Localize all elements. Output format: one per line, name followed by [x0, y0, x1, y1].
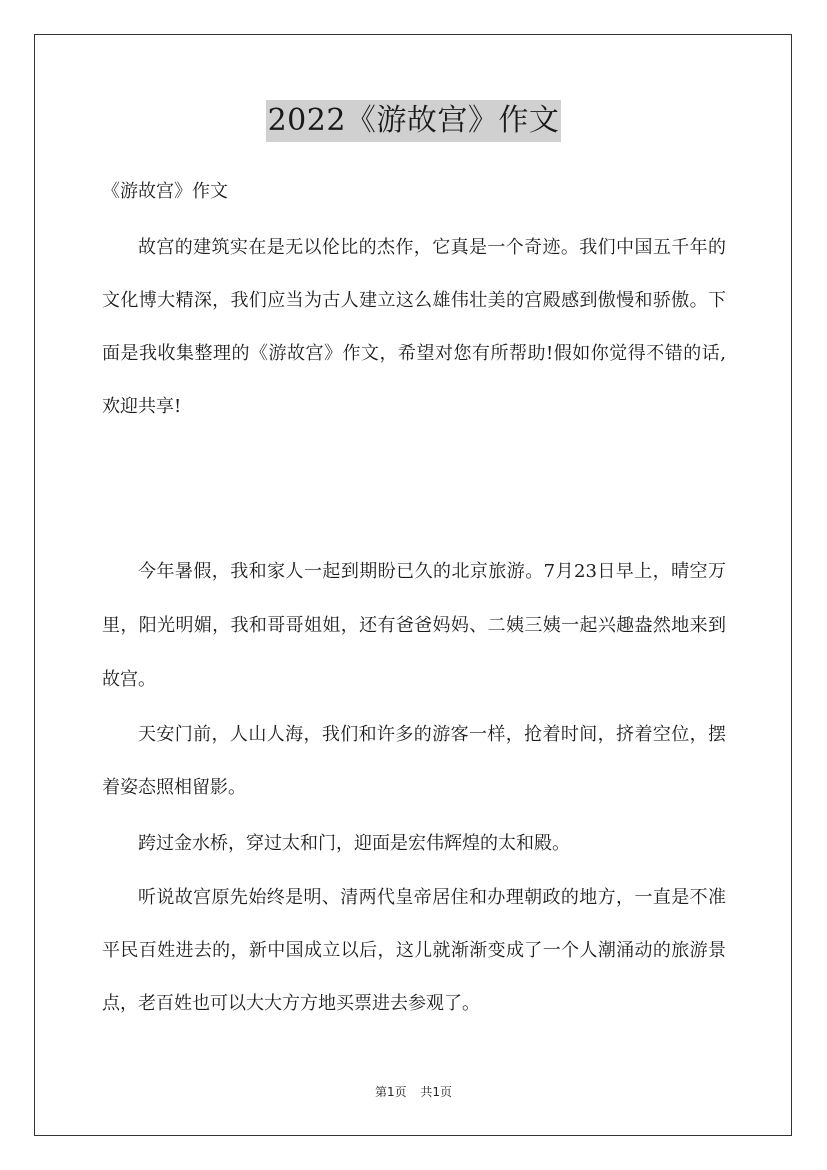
- page-number-total: 共1页: [420, 1085, 453, 1099]
- page-footer: [0, 1083, 827, 1100]
- page-number-current: 第1页: [374, 1085, 407, 1099]
- paragraph-intro: 故宫的建筑实在是无以伦比的杰作，它真是一个奇迹。我们中国五千年的文化博大精深，我们应当为古人建立这么雄伟壮美的宫殿感到傲慢和骄傲。下面是我收集整理的《游故宫》作文，希望对您有所帮助!假如你觉得不错的话,欢迎共享!: [102, 237, 726, 417]
- paragraph-tiananmen: 天安门前，人山人海，我们和许多的游客一样，抢着时间，挤着空位，摆着姿态照相留影。: [102, 724, 726, 798]
- paragraph-history: 听说故宫原先始终是明、清两代皇帝居住和办理朝政的地方，一直是不准平民百姓进去的，新中国成立以后，这儿就渐渐变成了一个人潮涌动的旅游景点，老百姓也可以大大方方地买票进去参观了。: [102, 887, 726, 1014]
- paragraph-summer-trip: 今年暑假，我和家人一起到期盼已久的北京旅游。7月23日早上，晴空万里，阳光明媚，我和哥哥姐姐，还有爸爸妈妈、二姨三姨一起兴趣盎然地来到故宫。: [102, 561, 726, 690]
- document-subtitle: 《游故宫》作文: [102, 181, 228, 202]
- paragraph-taihe-hall: 跨过金水桥，穿过太和门，迎面是宏伟辉煌的太和殿。: [138, 833, 570, 854]
- title-container: [0, 100, 827, 142]
- document-title: 2022《游故宫》作文: [266, 100, 562, 142]
